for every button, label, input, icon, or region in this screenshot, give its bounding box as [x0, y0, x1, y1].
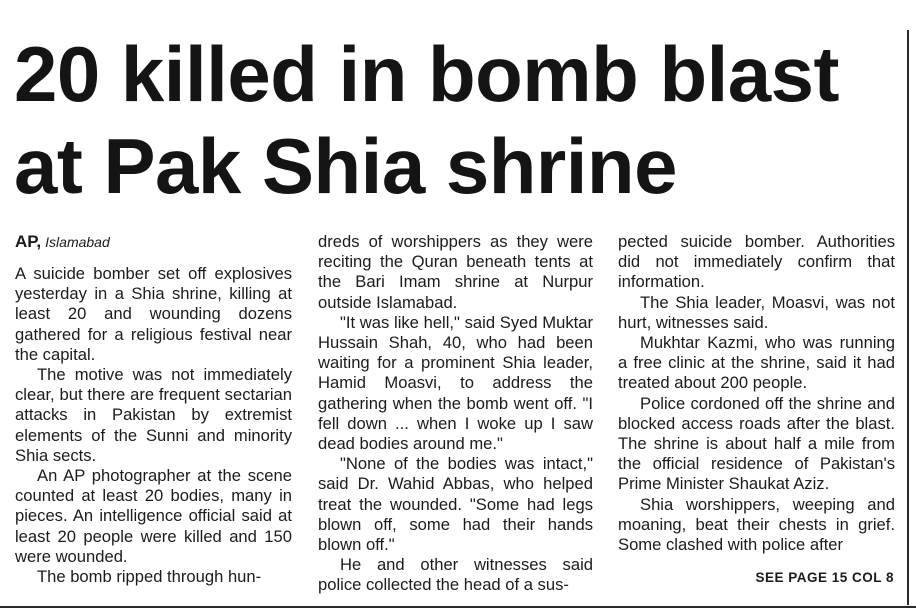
byline-place: Islamabad [45, 234, 110, 250]
text-column-3 [618, 232, 895, 555]
paragraph: An AP photographer at the scene counted at least 20 bodies, many in pieces. An intelligence official said at least 20 people were killed and 150 were wounded. [15, 466, 292, 566]
headline-line-1: 20 killed in bomb blast [14, 30, 840, 118]
paragraph: Shia worshippers, weeping and moaning, beat their chests in grief. Some clashed with police after [618, 494, 895, 555]
paragraph: Police cordoned off the shrine and blocked access roads after the blast. The shrine is about half a mile from the official residence of Pakistan's Prime Minister Shaukat Aziz. [618, 393, 895, 494]
text-column-1 [15, 232, 292, 587]
paragraph: He and other witnesses said police collected the head of a sus- [318, 555, 593, 595]
continuation-jump-line: SEE PAGE 15 COL 8 [755, 570, 894, 585]
text-column-2 [318, 232, 593, 596]
paragraph: pected suicide bomber. Authorities did not immediately confirm that information. [618, 232, 895, 292]
byline-agency: AP, [15, 232, 42, 251]
paragraph: dreds of worshippers as they were reciting the Quran beneath tents at the Bari Imam shrine at Nurpur outside Islamabad. [318, 232, 593, 312]
paragraph: "None of the bodies was intact," said Dr. Wahid Abbas, who helped treat the wounded. "Some had legs blown off, some had their hands blown off." [318, 454, 593, 555]
bottom-rule [0, 606, 916, 608]
paragraph: The motive was not immediately clear, but there are frequent sectarian attacks in Pakistan by extremist elements of the Sunni and minority Shia sects. [15, 365, 292, 465]
byline [15, 232, 292, 252]
column-rule-right [907, 30, 909, 605]
paragraph: The Shia leader, Moasvi, was not hurt, witnesses said. [618, 292, 895, 332]
paragraph: "It was like hell," said Syed Muktar Hussain Shah, 40, who had been waiting for a prominent Shia leader, Hamid Moasvi, to address the gathering when the bomb went off. "I fell down ... when I woke up I saw dead bodies around me." [318, 312, 593, 454]
paragraph: A suicide bomber set off explosives yesterday in a Shia shrine, killing at least 20 and wounding dozens gathered for a religious festival near the capital. [15, 264, 292, 364]
paragraph: Mukhtar Kazmi, who was running a free clinic at the shrine, said it had treated about 200 people. [618, 333, 895, 393]
paragraph: The bomb ripped through hun- [37, 567, 262, 587]
headline [14, 28, 904, 212]
headline-line-2: at Pak Shia shrine [14, 122, 677, 210]
